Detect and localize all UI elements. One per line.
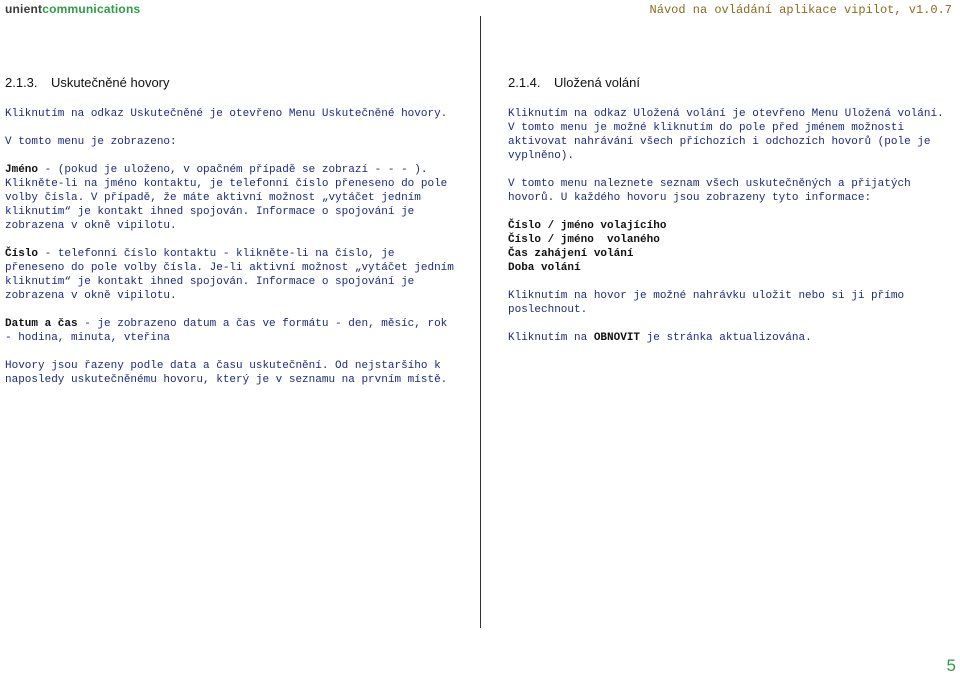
list-item: Doba volání	[508, 262, 581, 274]
paragraph-intro: Kliknutím na odkaz Uložená volání je otevřeno Menu Uložená volání. V tomto menu je možné kliknutím do pole před jménem možnosti aktivovat nahrávání všech příchozích i odchozích hovorů (pole je vyplněno).	[508, 108, 944, 162]
logo-text-unient: unient	[5, 2, 43, 16]
logo-text-communications: communications	[42, 2, 141, 16]
paragraph-jmeno	[5, 163, 460, 233]
right-column	[508, 74, 953, 359]
column-divider	[480, 16, 481, 628]
paragraph-intro: Kliknutím na odkaz Uskutečněné je otevřeno Menu Uskutečněné hovory.	[5, 108, 448, 120]
section-heading-ulozena	[508, 74, 953, 91]
paragraph-datum	[5, 317, 460, 345]
jmeno-description: - (pokud je uloženo, v opačném případě se zobrazí - - - ). Klikněte-li na jméno kontaktu, je telefonní číslo přeneseno do pole volby čísla. V případě, že máte aktivní možnost „vytáčet jedním kliknutím“ je kontakt ihned spojován. Informace o spojování je zobrazena v okně vipilotu.	[5, 164, 448, 232]
left-column	[5, 74, 460, 401]
section-number: 2.1.3.	[5, 75, 38, 90]
paragraph-refresh	[508, 331, 953, 345]
page-number: 5	[946, 656, 956, 675]
refresh-text-pre: Kliknutím na	[508, 332, 594, 344]
refresh-term: OBNOVIT	[593, 332, 641, 344]
datum-description: - je zobrazeno datum a čas ve formátu - den, měsíc, rok - hodina, minuta, vteřina	[5, 318, 448, 344]
list-item: Číslo / jméno volaného	[508, 234, 660, 246]
paragraph-sorting: Hovory jsou řazeny podle data a času uskutečnění. Od nejstaršího k naposledy uskutečněnému hovoru, který je v seznamu na prvním místě.	[5, 360, 448, 386]
list-item: Čas zahájení volání	[508, 248, 634, 260]
info-list	[508, 219, 953, 275]
paragraph-list-intro: V tomto menu naleznete seznam všech uskutečněných a přijatých hovorů. U každého hovoru jsou zobrazeny tyto informace:	[508, 178, 911, 204]
paragraph-cislo	[5, 247, 460, 303]
section-number: 2.1.4.	[508, 75, 541, 90]
term-datum-cas: Datum a čas	[5, 318, 78, 330]
section-heading-uskutecnene	[5, 74, 460, 91]
paragraph-playback: Kliknutím na hovor je možné nahrávku uložit nebo si ji přímo poslechnout.	[508, 290, 905, 316]
company-logo	[5, 2, 140, 16]
term-jmeno: Jméno	[5, 164, 39, 176]
document-title: Návod na ovládání aplikace vipilot, v1.0.7	[649, 3, 952, 17]
refresh-text-post: je stránka aktualizována.	[640, 332, 812, 344]
section-title: Uskutečněné hovory	[51, 75, 170, 90]
list-item: Číslo / jméno volajícího	[508, 220, 667, 232]
section-title: Uložená volání	[554, 75, 640, 90]
paragraph-menu-shows: V tomto menu je zobrazeno:	[5, 136, 177, 148]
term-cislo: Číslo	[5, 248, 39, 260]
cislo-description: - telefonní číslo kontaktu - klikněte-li na číslo, je přeneseno do pole volby čísla. Je-li aktivní možnost „vytáčet jedním kliknutím“ je kontakt ihned spojován. Informace o spojování je zobrazena v okně vipilotu.	[5, 248, 454, 302]
